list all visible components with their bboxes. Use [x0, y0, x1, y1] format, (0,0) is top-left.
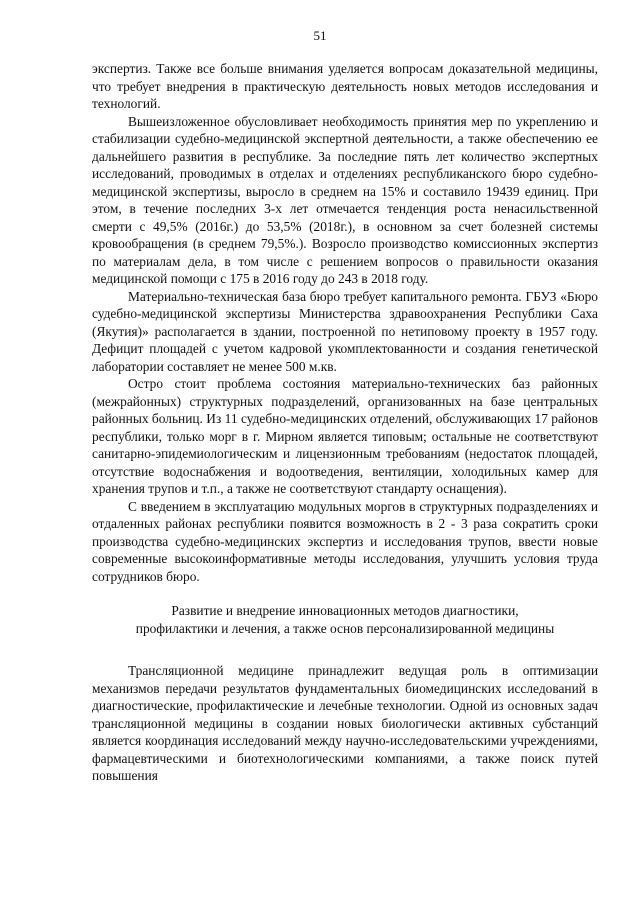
section-heading: [92, 602, 598, 638]
paragraph-expertise-statistics: Вышеизложенное обусловливает необходимость принятия мер по укреплению и стабилизации судебно-медицинской экспертной деятельности, а также обеспечению ее дальнейшего развития в республике. За последние пять лет количество экспертных исследований, проводимых в отделах и отделениях республиканского бюро судебно-медицинской экспертизы, выросло в среднем на 15% и составило 19439 единиц. При этом, в течение последних 3-х лет отмечается тенденция роста ненасильственной смерти с 49,5% (2016г.) до 53,5% (2018г.), в основном за счет болезней системы кровообращения (в среднем 79,5%.). Возросло производство комиссионных экспертиз по материалам дела, в том числе с решением вопросов о правильности оказания медицинской помощи с 175 в 2016 году до 243 в 2018 году.: [92, 113, 598, 286]
page-number: 51: [313, 28, 327, 43]
section-heading-line-2: профилактики и лечения, а также основ персонализированной медицины: [135, 621, 555, 636]
paragraph-modular-morgues: С введением в эксплуатацию модульных моргов в структурных подразделениях и отдаленных районах республики появится возможность в 2 - 3 раза сократить сроки производства судебно-медицинских экспертиз и исследования трупов, ввести новые современные высокоинформативные методы исследования, улучшить условия труда сотрудников бюро.: [92, 498, 598, 584]
page-body: [92, 60, 598, 785]
paragraph-translational-medicine: Трансляционной медицине принадлежит ведущая роль в оптимизации механизмов передачи результатов фундаментальных биомедицинских исследований в диагностические, профилактические и лечебные технологии. Одной из основных задач трансляционной медицины в создании новых биологически активных субстанций является координация исследований между научно-исследовательскими учреждениями, фармацевтическими и биотехнологическими компаниями, а также поиск путей повышения: [92, 663, 598, 783]
paragraph-district-units: Остро стоит проблема состояния материально-технических баз районных (межрайонных) структурных подразделений, организованных на базе центральных районных больниц. Из 11 судебно-медицинских отделений, обслуживающих 17 районов республики, только морг в г. Мирном является типовым; остальные не соответствуют санитарно-эпидемиологическим и лицензионным требованиям (недостаток площадей, отсутствие водоснабжения и водоотведения, вентиляции, холодильных камер для хранения трупов и т.п., а также не соответствуют стандарту оснащения).: [92, 376, 598, 496]
paragraph-material-base: Материально-техническая база бюро требует капитального ремонта. ГБУЗ «Бюро судебно-медицинской экспертизы Министерства здравоохранения Республики Саха (Якутия)» располагается в здании, построенной по нетиповому проекту в 1957 году. Дефицит площадей с учетом кадровой укомплектованности и создания генетической лаборатории составляет не менее 500 м.кв.: [92, 288, 598, 374]
section-heading-line-1: Развитие и внедрение инновационных методов диагностики,: [171, 603, 519, 618]
paragraph-continuation: экспертиз. Также все больше внимания уделяется вопросам доказательной медицины, что требует внедрения в практическую деятельность новых методов исследования и технологий.: [92, 61, 598, 111]
